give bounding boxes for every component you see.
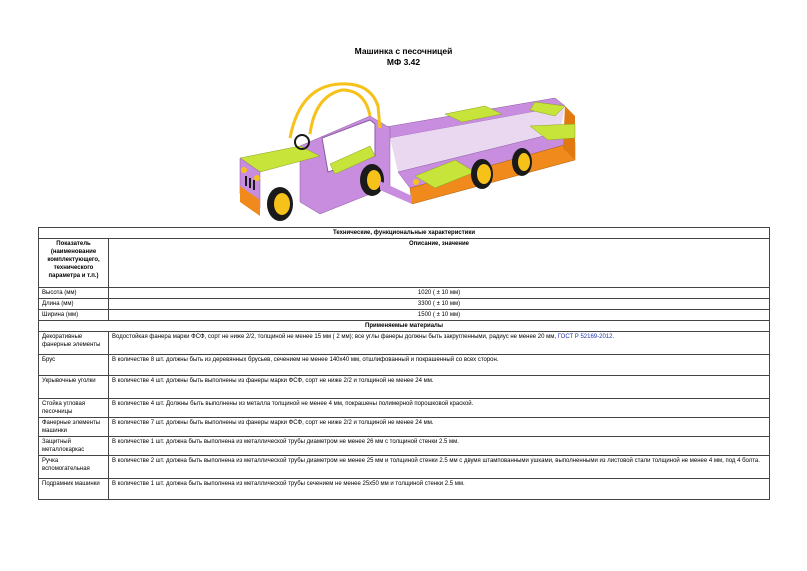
param-column-header: Показатель (наименование комплектующего, технического параметра и т.п.): [39, 239, 109, 288]
material-name: Фанерные элементы машинки: [39, 418, 109, 437]
param-cell: Длина (мм): [39, 299, 109, 310]
table-row: [39, 399, 770, 418]
specification-table: [38, 227, 770, 500]
document-title: Машинка с песочницей: [354, 46, 453, 56]
material-name: Укрывочные уголки: [39, 376, 109, 399]
table-row: [39, 479, 770, 500]
material-desc: Водостойкая фанера марки ФСФ, сорт не ниже 2/2, толщиной не менее 15 мм ( 2 мм); все углы фанеры должны быть закругленными, радиус не менее 20 мм, ГОСТ Р 52169-2012.: [109, 332, 770, 355]
table-row: [39, 288, 770, 299]
material-name: Стойка угловая песочницы: [39, 399, 109, 418]
param-cell: Высота (мм): [39, 288, 109, 299]
material-desc: В количестве 4 шт. должны быть выполнены из фанеры марки ФСФ, сорт не ниже 2/2 и толщиной не менее 24 мм.: [109, 376, 770, 399]
headlight-icon: [241, 167, 247, 173]
table-row: [39, 355, 770, 376]
value-cell: 1020 ( ± 10 мм): [109, 288, 770, 299]
table-row: [39, 418, 770, 437]
table-row: [39, 437, 770, 456]
table-row: [39, 332, 770, 355]
material-name: Ручка вспомогательная: [39, 456, 109, 479]
table-row: [39, 299, 770, 310]
material-name: Брус: [39, 355, 109, 376]
param-cell: Ширина (мм): [39, 310, 109, 321]
sandbox-truck-illustration: [230, 76, 580, 226]
desc-column-header: Описание, значение: [109, 239, 770, 288]
material-desc: В количестве 7 шт. должны быть выполнены из фанеры марки ФСФ, сорт не ниже 2/2 и толщиной не менее 24 мм.: [109, 418, 770, 437]
material-desc: В количестве 2 шт. должна быть выполнена из металлической трубы диаметром не менее 25 мм и толщиной стенки 2.5 мм с двумя штампованными ушками, выполненными из листовой стали толщиной не менее 4 мм, под 4 болта.: [109, 456, 770, 479]
value-cell: 3300 ( ± 10 мм): [109, 299, 770, 310]
material-desc: В количестве 8 шт. должны быть из деревянных брусьев, сечением не менее 140х40 мм, отшлифованный и покрашенный со всех сторон.: [109, 355, 770, 376]
materials-section-title: Применяемые материалы: [39, 321, 770, 332]
material-desc: В количестве 1 шт. должна быть выполнена из металлической трубы сечением не менее 25х50 мм и толщиной стенки 2.5 мм.: [109, 479, 770, 500]
material-desc: В количестве 1 шт. должна быть выполнена из металлической трубы диаметром не менее 26 мм с толщиной стенки 2.5 мм.: [109, 437, 770, 456]
material-desc: В количестве 4 шт. Должны быть выполнены из металла толщиной не менее 4 мм, покрашены полимерной порошковой краской.: [109, 399, 770, 418]
specs-section-title: Технические, функциональные характеристики: [39, 228, 770, 239]
material-name: Защитный металлокаркас: [39, 437, 109, 456]
table-row: [39, 456, 770, 479]
table-row: [39, 310, 770, 321]
value-cell: 1500 ( ± 10 мм): [109, 310, 770, 321]
gost-link[interactable]: ГОСТ Р 52169-2012.: [557, 334, 615, 340]
product-code: МФ 3.42: [386, 57, 421, 67]
table-row: [39, 376, 770, 399]
material-name: Декоративные фанерные элементы: [39, 332, 109, 355]
star-decoration: [413, 179, 419, 185]
material-name: Подрамник машинки: [39, 479, 109, 500]
